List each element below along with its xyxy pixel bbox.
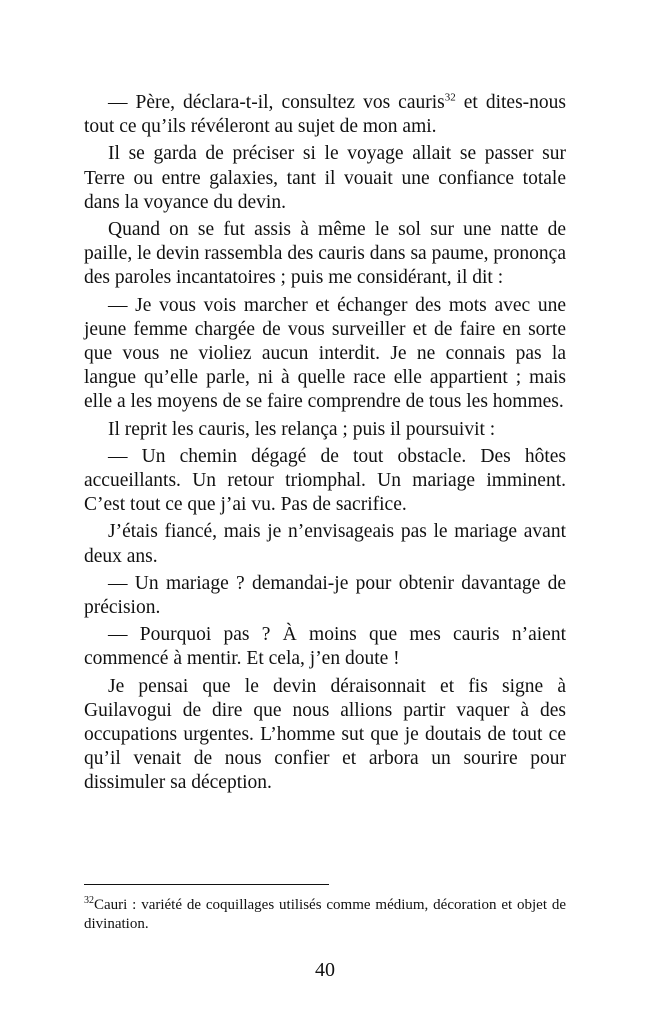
- paragraph-1-text: — Père, déclara-t-il, consultez vos cauris: [108, 92, 445, 113]
- paragraph-6: — Un chemin dégagé de tout obstacle. Des hôtes accueillants. Un retour triomphal. Un mariage imminent. C’est tout ce que j’ai vu. Pas de sacrifice.: [84, 445, 566, 516]
- paragraph-1-text-continued: et dites-nous tout ce qu’ils révéleront au sujet de mon ami.: [84, 92, 566, 138]
- paragraph-5: Il reprit les cauris, les relança ; puis il poursuivit :: [108, 418, 496, 440]
- body-text: [84, 91, 566, 799]
- footnote-number: 32: [84, 895, 94, 906]
- footnote-reference[interactable]: 32: [444, 91, 456, 104]
- footnote-separator: [84, 884, 329, 885]
- footnote-text: Cauri : variété de coquillages utilisés comme médium, décoration et objet de divination.: [84, 897, 566, 932]
- paragraph-4: — Je vous vois marcher et échanger des mots avec une jeune femme chargée de vous surveiller et de faire en sorte que vous ne violiez aucun interdit. Je ne connais pas la langue qu’elle parle, ni à quelle race elle appartient ; mais elle a les moyens de se faire comprendre de tous les hommes.: [84, 294, 566, 413]
- paragraph-3: Quand on se fut assis à même le sol sur une natte de paille, le devin rassembla des cauris dans sa paume, prononça des paroles incantatoires ; puis me considérant, il dit :: [84, 219, 566, 289]
- footnote: [84, 896, 566, 934]
- paragraph-2: Il se garda de préciser si le voyage allait se passer sur Terre ou entre galaxies, tant il vouait une confiance totale dans la voyance du devin.: [84, 143, 566, 213]
- paragraph-1: [84, 91, 566, 139]
- page-number: 40: [315, 959, 335, 981]
- paragraph-10: Je pensai que le devin déraisonnait et fis signe à Guilavogui de dire que nous allions partir vaquer à des occupations urgentes. L’homme sut que je doutais de tout ce qu’il venait de nous confier et arbora un sourire pour dissimuler sa déception.: [84, 675, 566, 794]
- paragraph-8: — Un mariage ? demandai-je pour obtenir davantage de précision.: [84, 572, 566, 619]
- paragraph-7: J’étais fiancé, mais je n’envisageais pas le mariage avant deux ans.: [84, 521, 566, 567]
- paragraph-9: — Pourquoi pas ? À moins que mes cauris n’aient commencé à mentir. Et cela, j’en doute !: [84, 624, 566, 670]
